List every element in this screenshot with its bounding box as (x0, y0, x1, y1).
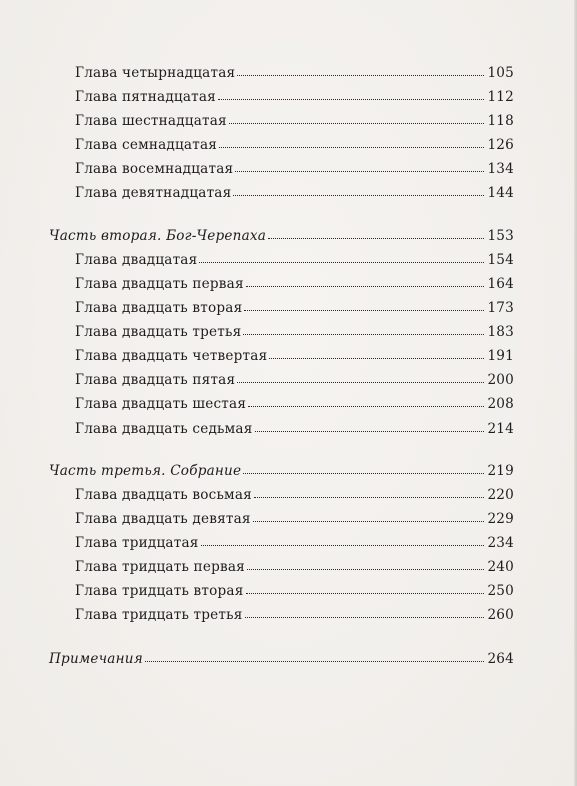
dot-leader (218, 98, 484, 100)
toc-entry-title: Глава семнадцатая (75, 137, 218, 153)
toc-entry[interactable] (75, 418, 514, 440)
toc-entry[interactable] (75, 508, 514, 530)
dot-leader (243, 472, 484, 474)
toc-entry[interactable] (75, 556, 514, 578)
toc-entry-page: 220 (487, 487, 514, 503)
toc-entry-title: Глава двадцать седьмая (75, 421, 253, 437)
toc-entry-page: 126 (487, 137, 514, 153)
toc-entry-title: Глава двадцать пятая (75, 372, 236, 388)
toc-entry-page: 219 (487, 463, 514, 479)
toc-entry-page: 264 (487, 651, 514, 667)
toc-entry[interactable] (75, 249, 514, 271)
toc-entry[interactable] (75, 345, 514, 367)
toc-part-title: Часть вторая. Бог-Черепаха (49, 228, 267, 244)
toc-entry-page: 153 (487, 228, 514, 244)
dot-leader (244, 309, 484, 311)
toc-entry-title: Глава тридцатая (75, 535, 199, 551)
toc-entry-title: Глава девятнадцатая (75, 185, 232, 201)
toc-entry-page: 191 (487, 348, 514, 364)
toc-entry-page: 208 (487, 396, 514, 412)
toc-entry[interactable] (75, 484, 514, 506)
dot-leader (145, 660, 485, 662)
toc-entry[interactable] (75, 273, 514, 295)
toc-entry[interactable] (75, 134, 514, 156)
toc-entry-page: 118 (487, 113, 514, 129)
dot-leader (235, 170, 484, 172)
toc-entry-title: Глава тридцать вторая (75, 583, 244, 599)
toc-entry[interactable] (75, 369, 514, 391)
dot-leader (233, 194, 484, 196)
toc-entry[interactable] (75, 158, 514, 180)
dot-leader (268, 237, 484, 239)
dot-leader (254, 496, 485, 498)
toc-entry[interactable] (75, 110, 514, 132)
toc-entry-title: Глава четырнадцатая (75, 65, 236, 81)
toc-entry-title: Глава пятнадцатая (75, 89, 216, 105)
toc-entry[interactable] (75, 604, 514, 626)
toc-part-entry[interactable] (49, 648, 514, 670)
toc-entry[interactable] (75, 86, 514, 108)
toc-entry-page: 112 (487, 89, 514, 105)
toc-entry-page: 200 (487, 372, 514, 388)
toc-entry[interactable] (75, 297, 514, 319)
toc-entry-title: Глава двадцать первая (75, 276, 244, 292)
toc-entry-page: 164 (487, 276, 514, 292)
toc-entry-page: 214 (487, 421, 514, 437)
toc-entry[interactable] (75, 62, 514, 84)
dot-leader (269, 357, 484, 359)
toc-entry-page: 260 (487, 607, 514, 623)
toc-entry-page: 240 (487, 559, 514, 575)
toc-entry-page: 250 (487, 583, 514, 599)
toc-entry-page: 144 (487, 185, 514, 201)
toc-entry[interactable] (75, 393, 514, 415)
toc-entry-title: Глава тридцать первая (75, 559, 245, 575)
toc-entry-title: Глава двадцатая (75, 252, 198, 268)
toc-part-entry[interactable] (49, 460, 514, 482)
dot-leader (201, 544, 485, 546)
toc-entry-page: 134 (487, 161, 514, 177)
toc-entry-page: 105 (487, 65, 514, 81)
toc-entry-page: 183 (487, 324, 514, 340)
toc-entry-title: Глава двадцать четвертая (75, 348, 268, 364)
dot-leader (219, 146, 484, 148)
toc-part-title: Примечания (49, 651, 143, 667)
toc-entry-title: Глава двадцать третья (75, 324, 242, 340)
dot-leader (248, 405, 484, 407)
toc-entry-title: Глава двадцать восьмая (75, 487, 252, 503)
toc-entry[interactable] (75, 532, 514, 554)
toc-entry-title: Глава двадцать девятая (75, 511, 251, 527)
toc-entry-page: 234 (487, 535, 514, 551)
dot-leader (245, 616, 485, 618)
toc-part-entry[interactable] (49, 225, 514, 247)
toc-part-title: Часть третья. Собрание (49, 463, 242, 479)
dot-leader (229, 122, 485, 124)
toc-entry[interactable] (75, 580, 514, 602)
dot-leader (243, 333, 484, 335)
dot-leader (246, 592, 485, 594)
toc-entry-title: Глава тридцать третья (75, 607, 243, 623)
toc-entry-title: Глава восемнадцатая (75, 161, 234, 177)
dot-leader (246, 285, 485, 287)
dot-leader (255, 430, 485, 432)
dot-leader (247, 568, 485, 570)
toc-entry-title: Глава двадцать шестая (75, 396, 247, 412)
toc-entry-page: 229 (487, 511, 514, 527)
toc-entry[interactable] (75, 182, 514, 204)
toc-entry-page: 154 (487, 252, 514, 268)
dot-leader (237, 74, 484, 76)
toc-entry[interactable] (75, 321, 514, 343)
toc-entry-title: Глава шестнадцатая (75, 113, 227, 129)
dot-leader (199, 261, 484, 263)
dot-leader (253, 520, 485, 522)
toc-entry-title: Глава двадцать вторая (75, 300, 243, 316)
toc-entry-page: 173 (487, 300, 514, 316)
dot-leader (237, 381, 484, 383)
